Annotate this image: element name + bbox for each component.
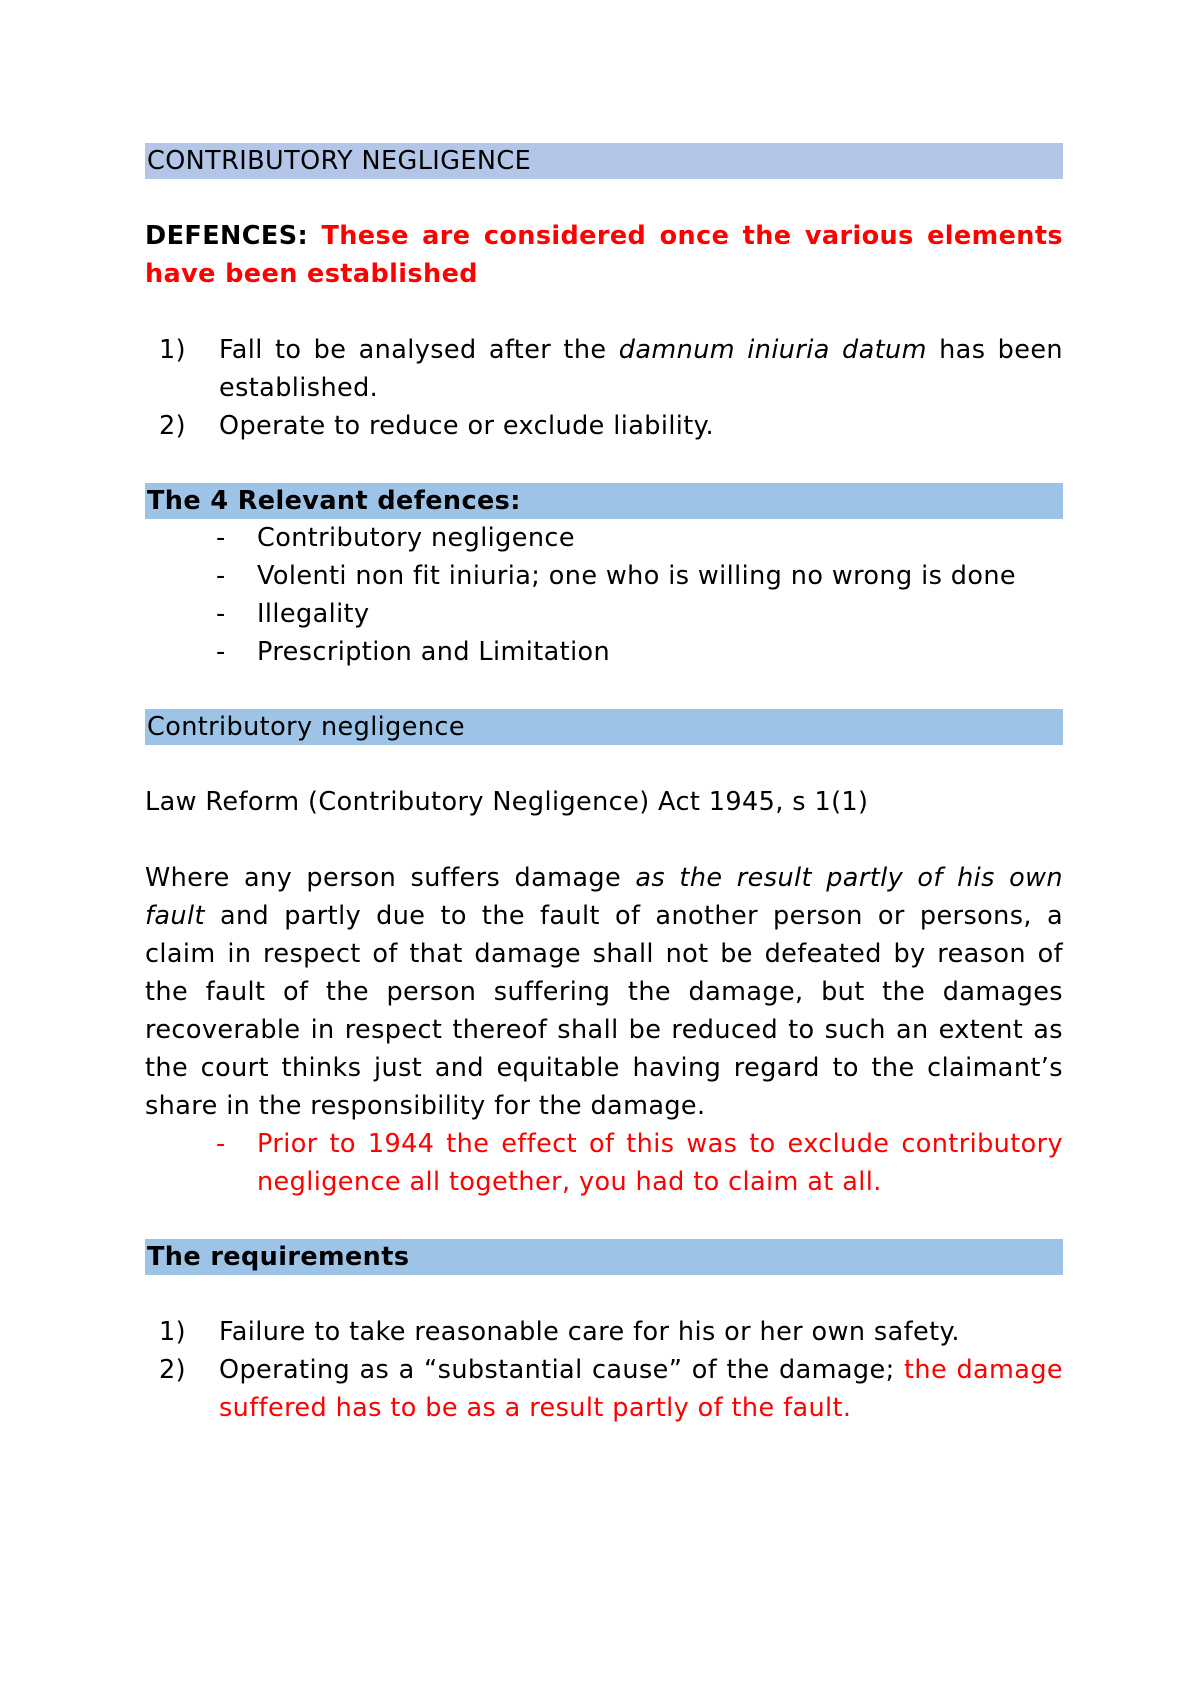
requirement-item-2 [145, 1351, 1063, 1427]
dash-item [145, 595, 1063, 633]
item-number: 1) [159, 335, 186, 365]
dash-marker: - [216, 561, 226, 591]
quote-text: and partly due to the fault of another person or persons, a claim in respect of that damage shall not be defeated by reason of the fault of the person suffering the damage, but the damages recoverable in respect thereof shall be reduced to such an extent as the court thinks just and equitable having regard to the claimant’s share in the responsibility for the damage. [145, 901, 1063, 1121]
item-red-text: the damage suffered has to be as a result partly of the fault. [219, 1355, 1063, 1423]
dash-item [145, 557, 1063, 595]
defences-intro [145, 217, 1063, 293]
quote-text: Where any person suffers damage [145, 863, 622, 893]
requirement-item-1 [145, 1313, 1063, 1351]
dash-marker: - [216, 637, 226, 667]
requirements-heading [145, 1239, 1063, 1275]
numbered-item-2 [145, 407, 1063, 445]
dash-marker: - [216, 1129, 226, 1159]
dash-text: Volenti non fit iniuria; one who is willing no wrong is done [257, 561, 1016, 591]
dash-item-note [145, 1125, 1063, 1201]
item-text: Operating as a “substantial cause” of the damage; [219, 1355, 895, 1385]
item-italic: damnum iniuria datum [618, 335, 927, 365]
dash-item [145, 633, 1063, 671]
title-heading [145, 143, 1063, 179]
dash-text: Illegality [257, 599, 370, 629]
heading-text: The 4 Relevant defences: [147, 486, 521, 516]
heading-text: The requirements [147, 1242, 410, 1272]
item-text: Failure to take reasonable care for his or her own safety. [219, 1317, 960, 1347]
statute-citation: Law Reform (Contributory Negligence) Act 1945, s 1(1) [145, 787, 869, 817]
numbered-item-1 [145, 331, 1063, 407]
dash-text: Prescription and Limitation [257, 637, 611, 667]
dash-item [145, 519, 1063, 557]
item-number: 2) [159, 1355, 186, 1385]
item-text: has been established. [219, 335, 1063, 403]
item-text: Operate to reduce or exclude liability. [219, 411, 715, 441]
defences-label: DEFENCES: [145, 221, 309, 251]
dash-text: Contributory negligence [257, 523, 575, 553]
contributory-negligence-heading [145, 709, 1063, 745]
document-body [145, 143, 1063, 1427]
dash-marker: - [216, 523, 226, 553]
heading-text: Contributory negligence [147, 712, 465, 742]
statute-quote [145, 859, 1063, 1125]
defences-note: These are considered once the various elements have been established [145, 221, 1063, 289]
dash-text: Prior to 1944 the effect of this was to exclude contributory negligence all together, you had to claim at all. [257, 1129, 1063, 1197]
dash-marker: - [216, 599, 226, 629]
title-text: CONTRIBUTORY NEGLIGENCE [147, 146, 532, 176]
item-number: 1) [159, 1317, 186, 1347]
item-text: Fall to be analysed after the [219, 335, 607, 365]
relevant-defences-heading [145, 483, 1063, 519]
quote-italic: as the result partly of his own fault [145, 863, 1063, 931]
item-number: 2) [159, 411, 186, 441]
